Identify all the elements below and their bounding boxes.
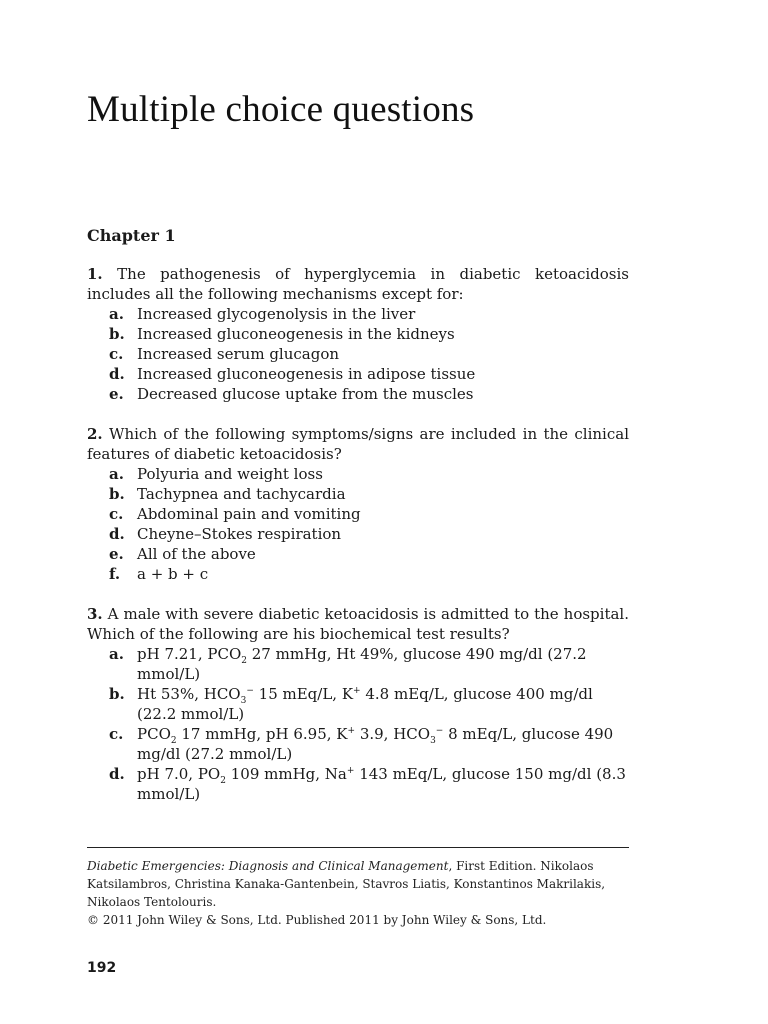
option-list xyxy=(87,644,629,804)
option-text: Increased glycogenolysis in the liver xyxy=(137,305,416,323)
option-label: c. xyxy=(109,725,124,743)
option-label: b. xyxy=(109,685,125,703)
option-label: e. xyxy=(109,545,124,563)
page-number: 192 xyxy=(87,960,117,976)
option-label: b. xyxy=(109,325,125,343)
question xyxy=(87,424,629,584)
option-label: b. xyxy=(109,485,125,503)
option-label: c. xyxy=(109,345,124,363)
footer-book-title: Diabetic Emergencies: Diagnosis and Clinical Management xyxy=(87,859,449,873)
question-list xyxy=(87,264,629,824)
question-number: 2. xyxy=(87,425,103,443)
question-text: A male with severe diabetic ketoacidosis is admitted to the hospital. Which of the following are his biochemical test results? xyxy=(87,605,629,643)
option-text: Abdominal pain and vomiting xyxy=(137,505,361,523)
option-text: a + b + c xyxy=(137,565,209,583)
question-number: 1. xyxy=(87,265,103,283)
option-item xyxy=(87,304,629,324)
question-stem xyxy=(87,604,629,644)
question-text: Which of the following symptoms/signs are included in the clinical features of diabetic ketoacidosis? xyxy=(87,425,629,463)
question-stem xyxy=(87,264,629,304)
question xyxy=(87,604,629,804)
question-text: The pathogenesis of hyperglycemia in diabetic ketoacidosis includes all the following mechanisms except for: xyxy=(87,265,629,303)
chapter-heading: Chapter 1 xyxy=(87,226,176,245)
option-item xyxy=(87,484,629,504)
option-label: d. xyxy=(109,525,125,543)
option-item xyxy=(87,724,629,764)
option-list xyxy=(87,304,629,404)
footer-citation xyxy=(87,857,629,929)
option-label: d. xyxy=(109,765,125,783)
option-item xyxy=(87,644,629,684)
footer-edition-authors: , First Edition. Nikolaos Katsilambros, Christina Kanaka-Gantenbein, Stavros Liatis, Konstantinos Makrilakis, Nikolaos Tentolouris. xyxy=(87,859,606,909)
option-text: Tachypnea and tachycardia xyxy=(137,485,346,503)
option-item xyxy=(87,764,629,804)
option-item xyxy=(87,564,629,584)
option-item xyxy=(87,324,629,344)
option-text: Cheyne–Stokes respiration xyxy=(137,525,342,543)
option-label: d. xyxy=(109,365,125,383)
option-text: $PCO_2$ 17 mmHg, pH 6.95, K+ 3.9, $HCO_3^-$ 8 mEq/L, glucose 490 mg/dl (27.2 mmol/L) xyxy=(137,725,614,763)
option-text: pH 7.21, $PCO_2$ 27 mmHg, Ht 49%, glucose 490 mg/dl (27.2 mmol/L) xyxy=(137,645,587,683)
question xyxy=(87,264,629,404)
footer-copyright: © 2011 John Wiley & Sons, Ltd. Published 2011 by John Wiley & Sons, Ltd. xyxy=(87,913,547,927)
option-text: Decreased glucose uptake from the muscles xyxy=(137,385,474,403)
option-label: e. xyxy=(109,385,124,403)
option-list xyxy=(87,464,629,584)
option-item xyxy=(87,524,629,544)
option-text: Increased gluconeogenesis in the kidneys xyxy=(137,325,455,343)
option-text: Ht 53%, $HCO_3^-$ 15 mEq/L, K+ 4.8 mEq/L, glucose 400 mg/dl (22.2 mmol/L) xyxy=(137,685,593,723)
option-item xyxy=(87,344,629,364)
option-item xyxy=(87,684,629,724)
option-item xyxy=(87,384,629,404)
option-item xyxy=(87,544,629,564)
question-number: 3. xyxy=(87,605,103,623)
option-label: c. xyxy=(109,505,124,523)
option-label: f. xyxy=(109,565,121,583)
option-label: a. xyxy=(109,465,124,483)
option-text: All of the above xyxy=(137,545,256,563)
option-text: Increased serum glucagon xyxy=(137,345,340,363)
option-text: Polyuria and weight loss xyxy=(137,465,323,483)
option-text: Increased gluconeogenesis in adipose tissue xyxy=(137,365,476,383)
question-stem xyxy=(87,424,629,464)
option-item xyxy=(87,464,629,484)
option-item xyxy=(87,504,629,524)
option-label: a. xyxy=(109,305,124,323)
page-title: Multiple choice questions xyxy=(87,89,475,130)
option-item xyxy=(87,364,629,384)
footer-divider xyxy=(87,847,629,848)
option-text: pH 7.0, $PO_2$ 109 mmHg, Na+ 143 mEq/L, glucose 150 mg/dl (8.3 mmol/L) xyxy=(137,765,626,803)
option-label: a. xyxy=(109,645,124,663)
